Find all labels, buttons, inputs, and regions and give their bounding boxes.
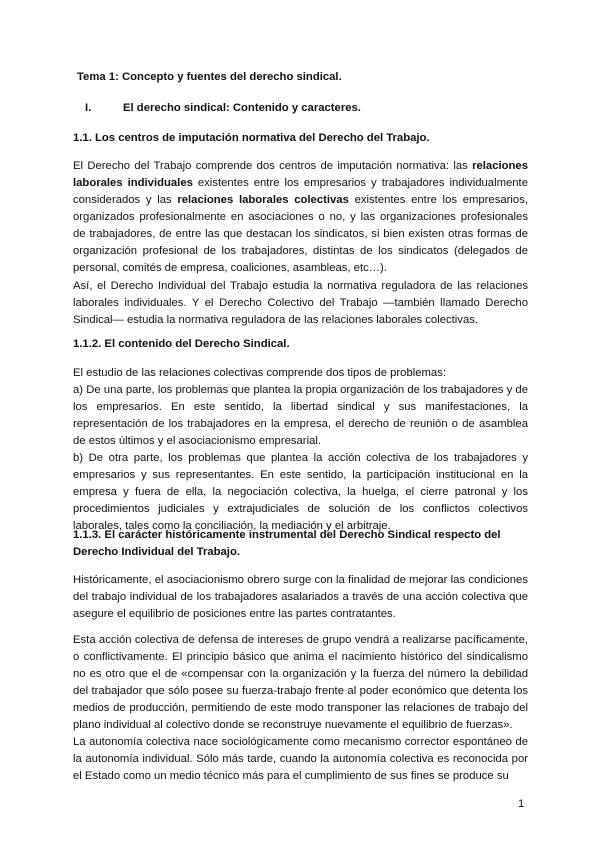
document-title: Tema 1: Concepto y fuentes del derecho sindical. [77,71,342,83]
subsection-heading-1-1: 1.1. Los centros de imputación normativa del Derecho del Trabajo. [73,132,430,144]
paragraph-asociacionismo-obrero: Históricamente, el asociacionismo obrero surge con la finalidad de mejorar las condiciones del trabajo individual de los trabajadores asalariados a través de una acción colectiva que asegure el equilibrio de posiciones entre las partes contratantes. [73,574,528,620]
paragraph-derecho-individual-colectivo: Así, el Derecho Individual del Trabajo estudia la normativa reguladora de las relaciones laborales individuales. Y el Derecho Colectivo del Trabajo —también llamado Derecho Sindical— estudia la normativa reguladora de las relaciones laborales colectivas. [73,280,528,326]
list-item-a: a) De una parte, los problemas que plantea la propia organización de los trabajadores y de los empresarios. En este sentido, la libertad sindical y sus manifestaciones, la representación de los trabajadores en la empresa, el derecho de reunión o de asamblea de estos últimos y el asociacionismo empresarial. [73,384,528,447]
paragraph-text: El Derecho del Trabajo comprende dos centros de imputación normativa: las [73,160,473,172]
bold-term-colectivas: relaciones laborales colectivas [177,194,349,206]
subsection-heading-1-1-2: 1.1.2. El contenido del Derecho Sindical. [73,338,290,350]
bold-term-individuales: relaciones laborales individuales [73,160,528,189]
paragraph-autonomia-colectiva: La autonomía colectiva nace sociológicamente como mecanismo corrector espontáneo de la autonomía individual. Sólo más tarde, cuando la autonomía colectiva es reconocida por el Estado como un medio técnico más para el cumplimiento de sus fines se produce su [73,736,528,782]
section-number: I. [85,102,92,114]
section-heading [85,102,361,114]
paragraph-accion-colectiva: Esta acción colectiva de defensa de intereses de grupo vendrá a realizarse pacíficamente, o conflictivamente. El principio básico que anima el nacimiento histórico del sindicalismo no es otro que el de «compensar con la organización y la fuerza del número la debilidad del trabajador que sólo posee su fuerza-trabajo frente al poder económico que detenta los medios de producción, permitiendo de este modo transponer las relaciones de trabajo del plano individual al colectivo donde se reconstruye nuevamente el equilibrio de fuerzas». [73,634,528,731]
section-title: El derecho sindical: Contenido y caracteres. [123,102,361,114]
paragraph-text: existentes entre los empresarios y trabajadores individualmente considerados y las [73,177,528,206]
subsection-heading-1-1-3: 1.1.3. El carácter históricamente instrumental del Derecho Sindical respecto del Derecho Individual del Trabajo. [73,529,501,558]
paragraph-text: existentes entre los empresarios, organizados profesionalmente en asociaciones o no, y las organizaciones profesionales de trabajadores, de entre las que destacan los sindicatos, si bien existen otras formas de organización profesional de los trabajadores, distintas de los sindicatos (delegados de personal, comités de empresa, coaliciones, asambleas, etc…). [73,194,528,274]
paragraph-centros-imputacion [73,158,528,277]
paragraph-problemas-intro: El estudio de las relaciones colectivas comprende dos tipos de problemas: [73,367,447,379]
page-number: 1 [518,798,525,810]
list-item-b: b) De otra parte, los problemas que plantea la acción colectiva de los trabajadores y empresarios y sus representantes. En este sentido, la participación institucional en la empresa y fuera de ella, la negociación colectiva, la huelga, el cierre patronal y los procedimientos judiciales y extrajudiciales de solución de los conflictos colectivos laborales, tales como la conciliación, la mediación y el arbitraje. [73,452,528,532]
